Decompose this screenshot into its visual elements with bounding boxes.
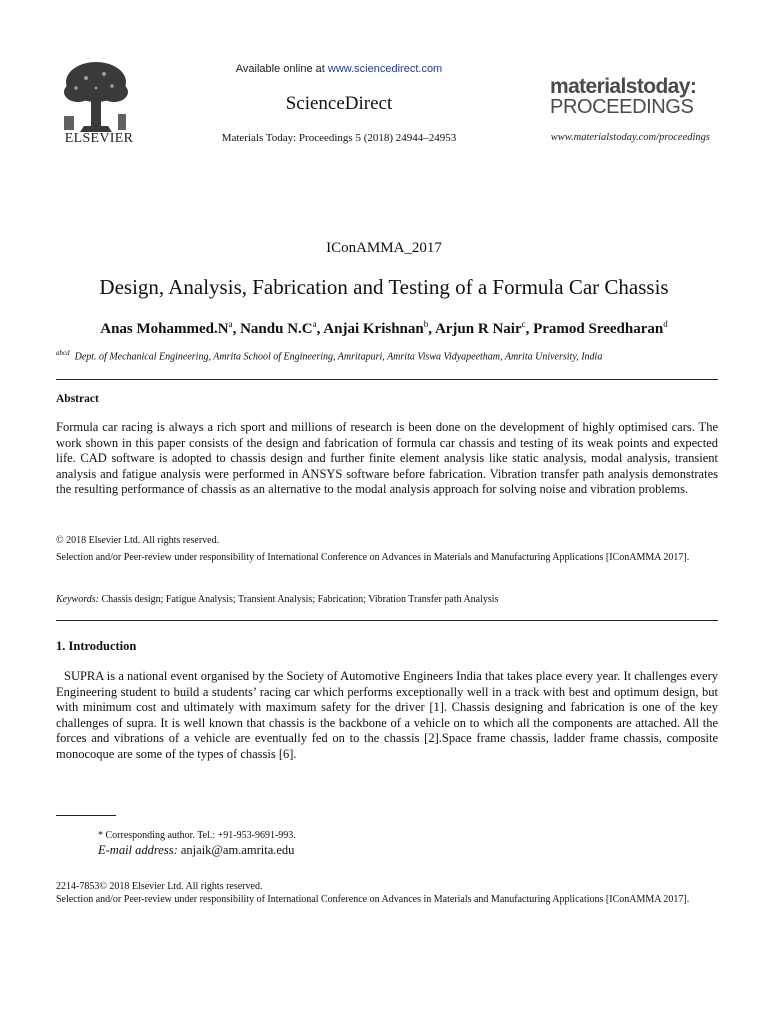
available-prefix: Available online at: [235, 63, 328, 75]
journal-url[interactable]: www.materialstoday.com/proceedings: [550, 132, 710, 143]
divider-rule: [56, 379, 718, 380]
author-affil-mark: a: [312, 319, 317, 329]
abstract-copyright: © 2018 Elsevier Ltd. All rights reserved.: [56, 535, 220, 546]
keywords: [56, 594, 718, 605]
materials-today-word: materialstoday:: [550, 75, 697, 98]
conference-name: IConAMMA_2017: [326, 240, 442, 256]
author-affil-mark: a: [228, 319, 233, 329]
abstract-heading: Abstract: [56, 393, 99, 405]
elsevier-wordmark: ELSEVIER: [64, 131, 134, 146]
email-value[interactable]: anjaik@am.amrita.edu: [177, 843, 295, 857]
sciencedirect-link[interactable]: www.sciencedirect.com: [327, 63, 443, 75]
footnote-rule: [56, 815, 116, 816]
proceedings-word: PROCEEDINGS: [550, 96, 694, 118]
introduction-paragraph: SUPRA is a national event organised by the Society of Automotive Engineers India that takes place every year. It challenges every Engineering student to build a students’ racing car which performs exceptionally well in a track with best and optimum design, but with minimum cost and ultimately with maximum safety for the driver [1]. Chassis designing and fabrication is one of the key challenges of supra. It is well known that chassis is the backbone of a vehicle on to which all the components are attached. All the forces and vibrations of a vehicle are eventually fed on to the chassis [2].Space frame chassis, ladder frame chassis, composite monocoque are some of the types of chassis [6].: [56, 669, 718, 761]
affiliation-marks: abcd: [56, 349, 70, 357]
author-list: Anas $Mohammed.N^a$, Nandu $N.C^a$, Anjai Krishnan$^b$, Arjun R Nair$^c$, Pramod Sreedharan$^d$: [100, 319, 668, 337]
corresponding-author: * Corresponding author. Tel.: +91-953-9691-993.: [98, 830, 296, 841]
email-address: [98, 843, 294, 858]
sciencedirect-title: ScienceDirect: [285, 93, 393, 114]
email-label: E-mail address:: [98, 843, 178, 857]
footer-peer-review: Selection and/or Peer-review under responsibility of International Conference on Advances in Materials and Manufacturing Applications [IConAMMA 2017].: [56, 894, 690, 905]
abstract-text: Formula car racing is always a rich sport and millions of research is been done on the development of highly optimised cars. The work shown in this paper consists of the design and fabrication of formula car chassis and testing of its weak points and expected life. CAD software is adopted to chassis design and further finite element analysis like static analysis, modal analysis, transient analysis and fatigue analysis were performed in ANSYS software before fabrication. Vibration transfer path analysis demonstrates the resulting performance of chassis as an alternative to the modal analysis approach for solving noise and vibration problems.: [56, 420, 718, 496]
footer-copyright: [56, 880, 718, 906]
author-affil-mark: d: [663, 319, 668, 329]
author-affil-mark: b: [423, 319, 429, 329]
affiliation: [56, 349, 602, 362]
author-name: Anas Mohammed.N: [100, 321, 229, 337]
author-name: Pramod Sreedharan: [533, 321, 664, 337]
affiliation-text: Dept. of Mechanical Engineering, Amrita School of Engineering, Amritapuri, Amrita Viswa Vidyapeetham, Amrita University, India: [74, 351, 603, 363]
author-affil-mark: c: [521, 319, 526, 329]
keywords-list: Chassis design; Fatigue Analysis; Transient Analysis; Fabrication; Vibration Transfer path Analysis: [98, 594, 499, 605]
keywords-label: Keywords:: [56, 594, 99, 605]
section-heading-introduction: 1. Introduction: [56, 639, 137, 653]
journal-reference: Materials Today: Proceedings 5 (2018) 24944–24953: [221, 132, 457, 144]
author-name: Nandu N.C: [240, 321, 313, 337]
abstract-peer-review: Selection and/or Peer-review under responsibility of International Conference on Advances in Materials and Manufacturing Applications [IConAMMA 2017].: [56, 552, 690, 563]
materials-today-logo: [550, 76, 710, 117]
paper-title: Design, Analysis, Fabrication and Testing of a Formula Car Chassis: [99, 275, 669, 299]
author-name: Anjai Krishnan: [323, 321, 424, 337]
divider-rule: [56, 620, 718, 621]
author-name: Arjun R Nair: [434, 321, 522, 337]
availability-line: [0, 63, 678, 75]
footer-issn: 2214-7853© 2018 Elsevier Ltd. All rights reserved.: [56, 881, 263, 892]
